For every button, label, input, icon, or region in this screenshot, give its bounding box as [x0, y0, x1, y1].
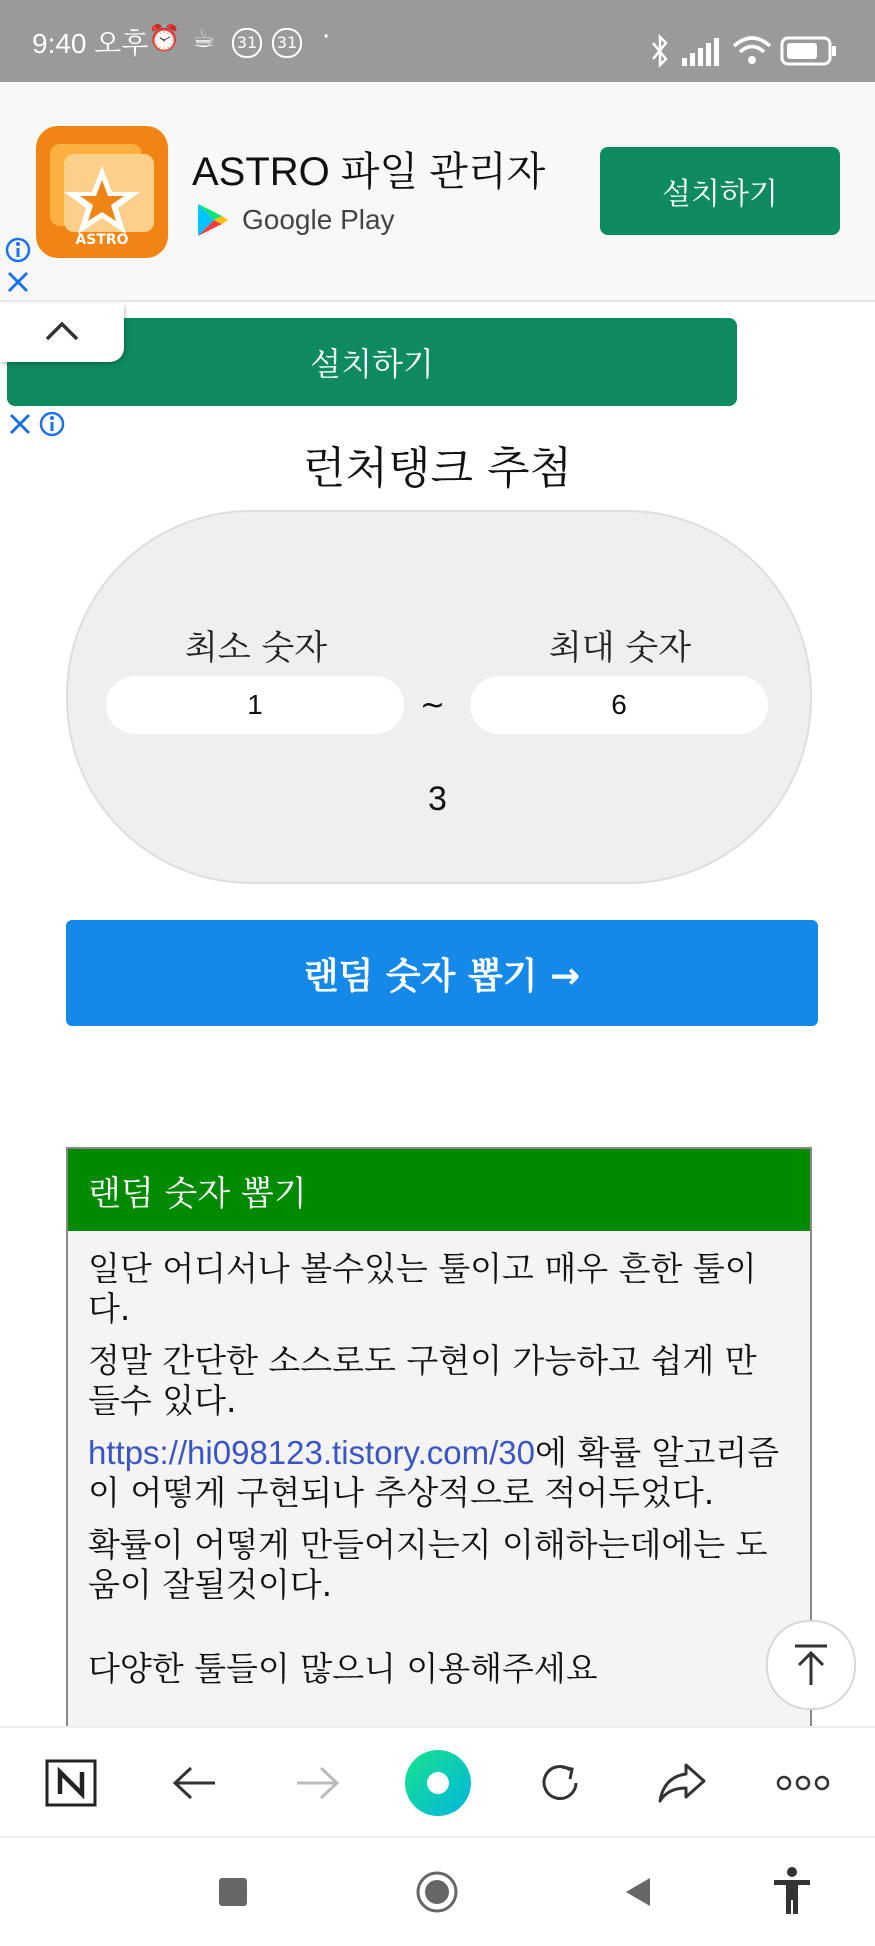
blog-link[interactable]: https://hi098123.tistory.com/30: [88, 1434, 535, 1471]
chevron-up-icon: [44, 320, 80, 342]
arrow-right-icon: [293, 1765, 341, 1801]
astro-app-icon[interactable]: [36, 126, 168, 258]
ad-store-name: Google Play: [242, 204, 395, 235]
info-paragraph: 확률이 어떻게 만들어지는지 이해하는데에는 도움이 잘될것이다.: [88, 1525, 768, 1604]
info-paragraph: [88, 1433, 788, 1513]
min-number-input[interactable]: 1: [106, 676, 404, 734]
back-nav-button[interactable]: [624, 1876, 652, 1908]
accessibility-icon[interactable]: [772, 1866, 812, 1916]
green-dot-button[interactable]: [383, 1728, 493, 1838]
green-dot-icon: [403, 1748, 473, 1818]
alarm-icon: ⏰: [148, 24, 181, 54]
max-number-input[interactable]: 6: [470, 676, 768, 734]
more-button[interactable]: [748, 1728, 858, 1838]
naver-n-icon: [45, 1759, 97, 1807]
info-box: [66, 1147, 812, 1731]
wifi-icon: [732, 34, 772, 66]
range-separator: ~: [420, 688, 446, 723]
arrow-up-icon: [791, 1643, 831, 1687]
page-title: 런처탱크 추첨: [302, 443, 572, 494]
ad-collapse-button[interactable]: [0, 304, 124, 362]
draw-random-button[interactable]: 랜덤 숫자 뽑기 →: [66, 920, 818, 1026]
info-paragraph: 일단 어디서나 볼수있는 툴이고 매우 흔한 툴이다.: [88, 1249, 757, 1328]
refresh-button[interactable]: [505, 1728, 615, 1838]
info-body: [88, 1249, 788, 1701]
forward-button[interactable]: [262, 1728, 372, 1838]
share-button[interactable]: [627, 1728, 737, 1838]
info-paragraph: 다양한 툴들이 많으니 이용해주세요: [88, 1649, 598, 1688]
app-icon-label: ASTRO: [75, 232, 129, 248]
min-label: 최소 숫자: [184, 628, 328, 668]
coffee-icon: ☕: [192, 24, 216, 54]
ad-close-icon[interactable]: [6, 270, 30, 294]
ad-install-button-2[interactable]: 설치하기: [7, 318, 737, 406]
google-play-icon: [196, 202, 228, 238]
back-button[interactable]: [140, 1728, 250, 1838]
naver-home-button[interactable]: [16, 1728, 126, 1838]
info-text: 에 확률 알고리즘이 어떻게 구현되나 추상적으로 적어두었다.: [88, 1433, 780, 1512]
status-bar: [0, 0, 875, 82]
dot-icon: ·: [322, 22, 331, 52]
signal-icon: [680, 38, 726, 66]
max-label: 최대 숫자: [548, 628, 692, 668]
share-icon: [656, 1761, 708, 1805]
calendar-icon: 31: [272, 28, 302, 58]
ad-app-name[interactable]: ASTRO 파일 관리자: [192, 150, 546, 194]
scroll-to-top-button[interactable]: [766, 1620, 856, 1710]
info-heading: 랜덤 숫자 뽑기: [68, 1149, 810, 1231]
result-number: 3: [428, 780, 447, 818]
recents-button[interactable]: [219, 1878, 247, 1906]
status-time: 9:40 오후: [32, 28, 149, 59]
arrow-left-icon: [171, 1765, 219, 1801]
more-dots-icon: [775, 1773, 831, 1793]
ad-info-icon[interactable]: [4, 236, 32, 264]
browser-toolbar: [0, 1726, 875, 1838]
home-button[interactable]: [415, 1870, 459, 1914]
system-nav-bar: [0, 1836, 875, 1946]
ad-install-button[interactable]: 설치하기: [600, 147, 840, 235]
battery-icon: [780, 36, 838, 66]
refresh-icon: [536, 1759, 584, 1807]
bluetooth-icon: [650, 34, 670, 68]
info-paragraph: 정말 간단한 소스로도 구현이 가능하고 쉽게 만들수 있다.: [88, 1341, 757, 1420]
calendar-icon: 31: [232, 28, 262, 58]
